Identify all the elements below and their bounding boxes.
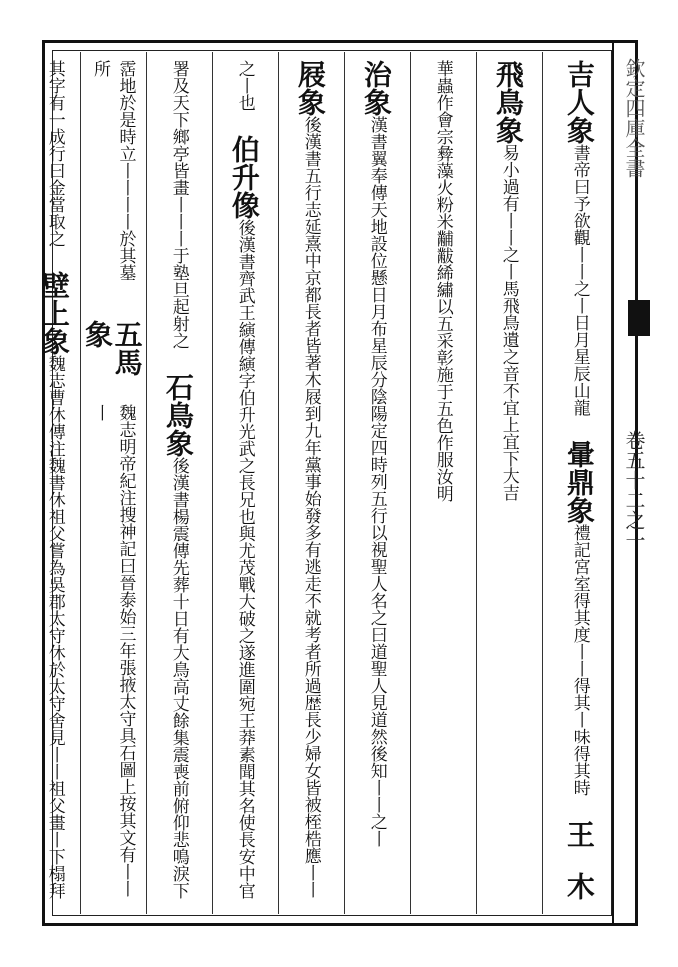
entry-heading: 五馬象 xyxy=(81,320,144,377)
book-title: 欽定四庫全書 xyxy=(622,58,646,178)
entry-heading: 治象 xyxy=(359,60,393,116)
entry-text: 其字有一成行曰金當取之 xyxy=(44,60,65,247)
entry-text: 漢書翼奉傳天地設位懸日月布星辰分陰陽定四時列五行以視聖人名之曰道聖人見道然後知丨丨之丨 xyxy=(366,116,387,847)
entry-text: 後漢書楊震傳先葬十日有大鳥高丈餘集震喪前俯仰悲鳴淚下 xyxy=(168,457,189,899)
entry-heading: 暈鼎象 xyxy=(562,440,596,524)
entry-heading: 屐象 xyxy=(293,60,327,116)
text-column-right-edge xyxy=(548,60,610,910)
column-divider xyxy=(212,52,213,914)
volume-label: 卷五十二之一 xyxy=(622,430,646,550)
entry-text: 書帝曰予欲觀丨丨之丨日月星辰山龍 xyxy=(569,144,590,416)
column-divider xyxy=(80,52,81,914)
text-column-6 xyxy=(154,60,202,910)
entry-heading: 吉人象 xyxy=(562,60,596,144)
entry-text: 禮記宮室得其度丨丨得其丨味得其時 xyxy=(569,524,590,796)
entry-text: 魏志明帝紀注搜神記曰晉泰始三年張掖太守具石圖上按其文有丨丨丨 xyxy=(90,403,136,897)
entry-heading: 石鳥象 xyxy=(161,373,195,457)
entry-text: 易小過有丨丨之丨馬飛鳥遺之音不宜上宜下大吉 xyxy=(498,144,519,501)
column-divider xyxy=(542,52,543,914)
entry-text: 後漢書齊武王縯傳縯字伯升光武之長兄也與尤茂戰大破之遂進圍宛王莽素聞其名使長安中官 xyxy=(234,219,255,899)
text-column-3 xyxy=(352,60,400,910)
text-column-1 xyxy=(484,60,532,910)
text-column-2 xyxy=(418,60,466,910)
entry-text: 霑地於是時立丨丨丨丨於其墓所 xyxy=(90,60,136,281)
column-divider xyxy=(278,52,279,914)
entry-text: 華蟲作會宗彜藻火粉米黼黻絺繡以五采彰施于五色作服汝明 xyxy=(432,60,453,502)
entry-text: 之丨也 xyxy=(234,60,255,111)
entry-heading: 伯升像 xyxy=(227,135,261,219)
column-divider xyxy=(344,52,345,914)
text-column-5 xyxy=(220,60,268,910)
text-column-4 xyxy=(286,60,334,910)
entry-heading: 木 xyxy=(562,872,596,900)
entry-heading: 壁上象 xyxy=(37,271,71,355)
entry-text: 後漢書五行志延熹中京都長者皆著木屐到九年黨事始發多有逃走不就考者所過歴長少婦女皆被桎梏應丨丨 xyxy=(300,116,321,898)
entry-heading: 王 xyxy=(562,820,596,848)
text-column-8 xyxy=(30,60,78,910)
column-divider xyxy=(146,52,147,914)
entry-heading: 飛鳥象 xyxy=(491,60,525,144)
column-divider xyxy=(476,52,477,914)
text-column-7 xyxy=(81,60,144,910)
entry-text: 署及天下鄉亭皆畫丨丨丨于塾旦起射之 xyxy=(168,60,189,349)
entry-text: 魏志曹休傳注魏書休祖父嘗為吳郡太守休於太守舍見丨丨祖父畫丨下榻拜 xyxy=(44,355,65,899)
column-divider xyxy=(410,52,411,914)
